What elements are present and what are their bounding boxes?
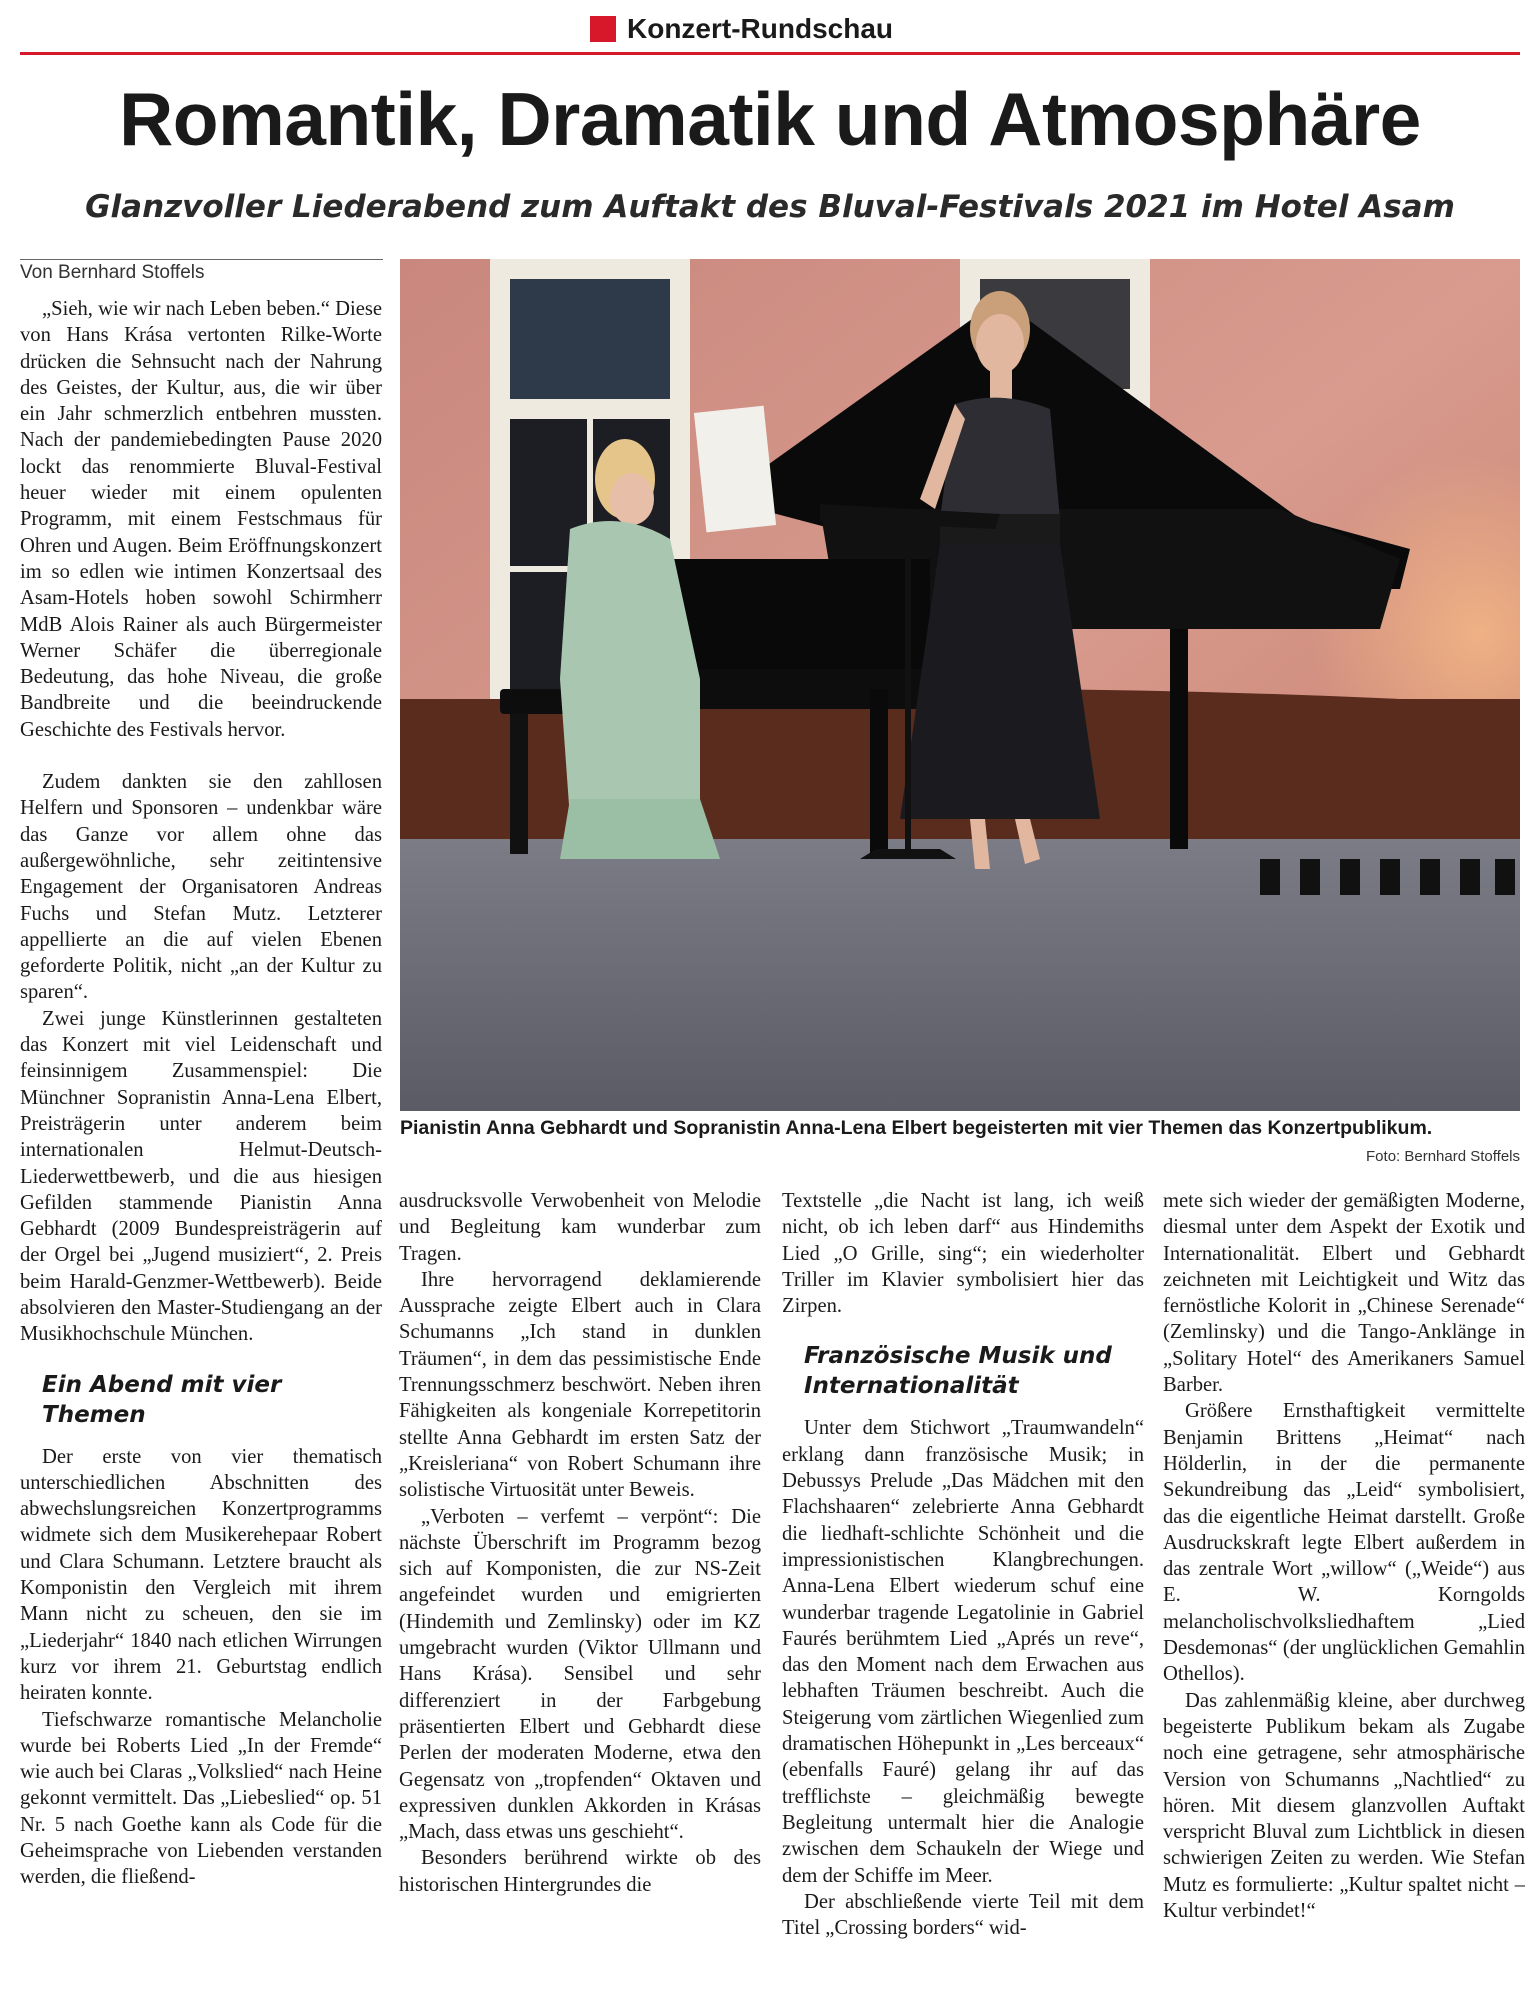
- paragraph: Zwei junge Künstlerinnen gestalteten das Konzert mit viel Leidenschaft und feinsinnigem Zusammenspiel: Die Münchner Sopranistin Anna-Lena Elbert, Preisträgerin unter anderem beim internationalen Helmut-Deutsch-Liederwettbewerb, und die aus hiesigen Gefilden stammende Pianistin Anna Gebhardt (2009 Bundespreisträgerin auf der Orgel bei „Jugend musiziert“, 2. Preis beim Harald-Genzmer-Wettbewerb). Beide absolvieren den Master-Studiengang an der Musikhochschule München.: [20, 1007, 382, 1346]
- paragraph: Besonders berührend wirkte ob des historischen Hintergrundes die: [399, 1847, 761, 1896]
- paragraph: Der abschließende vierte Teil mit dem Titel „Crossing borders“ wid-: [782, 1890, 1144, 1940]
- rubric-divider: [20, 52, 1520, 55]
- subhead-franzoesisch: Französische Musik und Internationalität: [804, 1343, 1112, 1400]
- rubric-marker: [590, 16, 616, 42]
- article-column-4: [1163, 1188, 1525, 1988]
- article-column-3: [782, 1188, 1144, 1988]
- paragraph: mete sich wieder der gemäßigten Moderne, diesmal unter dem Aspekt der Exotik und Internationalität. Elbert und Gebhardt zeichneten mit Leichtigkeit und Witz das fernöstliche Kolorit in „Chinese Serenade“ (Zemlinsky) und die Tango-Anklänge in „Solitary Hotel“ des Amerikaners Samuel Barber.: [1163, 1190, 1525, 1397]
- photo-credit: Foto: Bernhard Stoffels: [1366, 1148, 1520, 1165]
- paragraph: ausdrucksvolle Verwobenheit von Melodie und Begleitung kam wunderbar zum Tragen.: [399, 1190, 761, 1265]
- concert-photo: [400, 259, 1520, 1111]
- paragraph: Das zahlenmäßig kleine, aber durchweg begeisterte Publikum bekam als Zugabe noch eine getragene, sehr atmosphärische Version von Schumanns „Nachtlied“ zu hören. Mit diesem glanzvollen Auftakt verspricht Bluval zum Lichtblick in diesen schwierigen Zeiten zu werden. Wie Stefan Mutz es formulierte: „Kultur spaltet nicht – Kultur verbindet!“: [1163, 1689, 1525, 1923]
- paragraph: „Sieh, wie wir nach Leben beben.“ Diese von Hans Krása vertonten Rilke-Worte drücken die Sehnsucht nach der Nahrung des Geistes, der Kultur, aus, die wir über ein Jahr schmerzlich entbehren mussten. Nach der pandemiebedingten Pause 2020 lockt das renommierte Bluval-Festival heuer wieder mit einem opulenten Programm, mit einem Festschmaus für Ohren und Augen. Beim Eröffnungskonzert im so edlen wie intimen Konzertsaal des Asam-Hotels hoben sowohl Schirmherr MdB Alois Rainer als auch Bürgermeister Werner Schäfer die überregionale Bedeutung, das hohe Niveau, die große Bandbreite und die beeindruckende Geschichte des Festivals hervor.: [20, 298, 382, 741]
- paragraph: Größere Ernsthaftigkeit vermittelte Benjamin Brittens „Heimat“ nach Hölderlin, in der die permanente Sekundreibung das „Leid“ symbolisiert, das die eigentliche Heimat darstellt. Große Ausdruckskraft legte Elbert außerdem in das zentrale Wort „willow“ („Weide“) aus E. W. Korngolds melancholischvolksliedhaftem „Lied Desdemonas“ (der unglücklichen Gemahlin Othellos).: [1163, 1400, 1525, 1686]
- subheadline: Glanzvoller Liederabend zum Auftakt des Bluval-Festivals 2021 im Hotel Asam: [85, 189, 1455, 225]
- article-column-1: [20, 296, 382, 1986]
- paragraph: Zudem dankten sie den zahllosen Helfern und Sponsoren – undenkbar wäre das Ganze vor allem ohne das außergewöhnliche, sehr zeitintensive Engagement der Organisatoren Andreas Fuchs und Stefan Mutz. Letzterer appellierte an die auf vielen Ebenen geforderte Politik, nicht „an der Kultur zu sparen“.: [20, 771, 382, 1004]
- rubric-label: Konzert-Rundschau: [627, 13, 893, 44]
- article-column-2: [399, 1188, 761, 1988]
- paragraph: Ihre hervorragend deklamierende Aussprache zeigte Elbert auch in Clara Schumanns „Ich stand in dunklen Träumen“, in dem das pessimistische Ende Trennungsschmerz beschwört. Neben ihren Fähigkeiten als kongeniale Korrepetitorin stellte Anna Gebhardt im ersten Satz der „Kreisleriana“ von Robert Schumann ihre solistische Virtuosität unter Beweis.: [399, 1268, 761, 1502]
- subhead-abend: Ein Abend mit vier Themen: [42, 1371, 282, 1428]
- photo-caption: Pianistin Anna Gebhardt und Sopranistin Anna-Lena Elbert begeisterten mit vier Themen das Konzertpublikum.: [400, 1117, 1433, 1139]
- paragraph: Unter dem Stichwort „Traumwandeln“ erklang dann französische Musik; in Debussys Prelude „Das Mädchen mit den Flachshaaren“ zelebrierte Anna Gebhardt die liedhaft-schlichte Schönheit und die impressionistischen Klangbrechungen. Anna-Lena Elbert wiederum schuf eine wunderbar tragende Legatolinie in Gabriel Faurés berühmtem Lied „Aprés un reve“, das den Moment nach dem Erwachen aus lebhaften Träumen beschreibt. Auch die Steigerung vom zärtlichen Wiegenlied zum dramatischen Höhepunkt in „Les berceaux“ (ebenfalls Fauré) gelang ihr auf das trefflichste – gleichmäßig bewegte Begleitung untermalt hier die Analogie zwischen dem Schaukeln der Wiege und dem der Schiffe im Meer.: [782, 1417, 1144, 1887]
- paragraph: Der erste von vier thematisch unterschiedlichen Abschnitten des abwechslungsreichen Konzertprogramms widmete sich dem Musikerehepaar Robert und Clara Schumann. Letztere braucht als Komponistin den Vergleich mit ihrem Mann nicht zu scheuen, den sie im „Liederjahr“ 1840 nach etlichen Wirrungen kurz vor ihrem 21. Geburtstag endlich heiraten konnte.: [20, 1445, 382, 1705]
- author-byline: Von Bernhard Stoffels: [20, 262, 205, 283]
- section-rubric: [590, 12, 893, 46]
- author-divider: [20, 259, 383, 260]
- paragraph: Tiefschwarze romantische Melancholie wurde bei Roberts Lied „In der Fremde“ wie auch bei Claras „Volkslied“ nach Heine gekonnt vermittelt. Das „Liebeslied“ op. 51 Nr. 5 nach Goethe kann als Code für die Geheimsprache von Liebenden verstanden werden, die fließend-: [20, 1708, 382, 1889]
- headline: Romantik, Dramatik und Atmosphäre: [119, 77, 1421, 161]
- paragraph: Textstelle „die Nacht ist lang, ich weiß nicht, ob ich leben darf“ aus Hindemiths Lied „O Grille, sing“; ein wiederholter Triller im Klavier symbolisiert hier das Zirpen.: [782, 1190, 1144, 1318]
- paragraph: „Verboten – verfemt – verpönt“: Die nächste Überschrift im Programm bezog sich auf Komponisten, die zur NS-Zeit angefeindet wurden und emigrierten (Hindemith und Zemlinsky) oder im KZ umgebracht wurden (Viktor Ullmann und Hans Krása). Sensibel und sehr differenziert in der Farbgebung präsentierten Elbert und Gebhardt diese Perlen der moderaten Moderne, etwa den Gegensatz von „tropfenden“ Oktaven und expressiven dunklen Akkorden in Krásas „Mach, dass etwas uns geschieht“.: [399, 1505, 761, 1844]
